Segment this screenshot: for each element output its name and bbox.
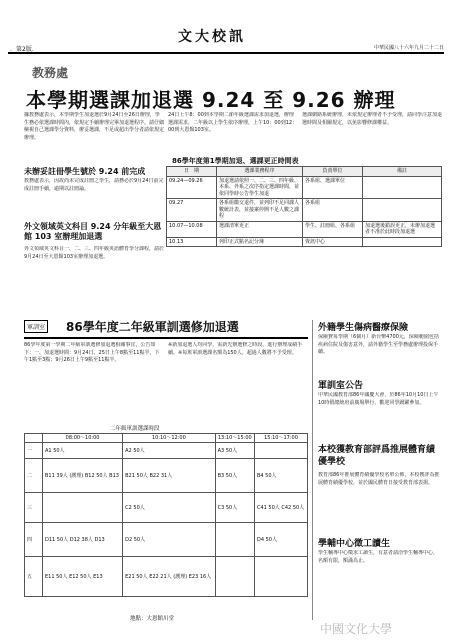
class-table-title: 二年級軍訓選課時段	[110, 426, 160, 432]
day-cell: 二	[25, 459, 43, 493]
military-notice-heading: 軍訓室公告	[318, 381, 364, 391]
section-label: 教務處	[32, 66, 69, 80]
table-cell: C41 50人 C42 50人	[254, 493, 307, 523]
table-cell: 各系組繳交退件，並列印不足同課人數統計表，並接案停開不足人數之課程	[217, 199, 303, 222]
military-text-1: 86學年度第一學期二年級軍訓選修加退選相關事宜，公告如下：一、加退選時間：9月24日、25日上午8點至11點半，下午1點至3點；9月26日上午9點至11點半。	[24, 342, 160, 363]
worker-text: 學生輔導中心徵求工讀生，有意者請洽學生輔導中心，名額有限，額滿為止。	[318, 550, 439, 564]
worker-heading: 學輔中心徵工讀生	[318, 539, 391, 549]
section-rule	[24, 337, 308, 339]
table-cell: 09.24—09.26	[167, 176, 217, 199]
table-cell: B11 39人 (護理) B12 50人 B13	[43, 459, 123, 493]
table-cell: C2 50人	[123, 493, 215, 523]
table-cell	[254, 557, 307, 597]
sub-text-2: 外文領域英文科目一、二、三、四年級英語體育學分課程，請於9月24日至大恩館103室辦理加退選。	[24, 246, 164, 260]
col-header: 15:10～17:00	[254, 434, 307, 443]
table-cell: E21 50人 E22 21人 (護理) E23 16人	[123, 557, 215, 597]
table-cell: 各系組、選課單位	[303, 176, 363, 199]
col-header	[25, 434, 43, 443]
table-cell: 資訊中心	[303, 237, 363, 247]
table-cell: E11 50人 E12 50人 E13	[43, 557, 123, 597]
table-cell: 加退選請依照一、二、三、四年級、本系、外系之次序指定選課時間，並依同學時公告學生加退	[217, 176, 303, 199]
table-cell: A1 50人	[43, 443, 123, 459]
table-row	[167, 237, 442, 247]
table-row	[167, 199, 442, 222]
day-cell: 五	[25, 557, 43, 597]
table-row	[25, 443, 308, 459]
day-cell: 四	[25, 523, 43, 557]
day-cell: 三	[25, 493, 43, 523]
table-cell: B21 50人 B22 31人	[123, 459, 215, 493]
class-table	[24, 433, 308, 597]
military-notice-text: 中華民國教育部86年國慶大會，於86年10月10日上午10時假總統府前廣場舉行，歡迎同學踴躍參加。	[318, 392, 439, 406]
table-cell: A2 50人	[123, 443, 215, 459]
class-header-row	[25, 434, 308, 443]
sub-heading-2: 外文領域英文科目 9.24 分年級至大恩館 103 室辦理加退選	[24, 222, 162, 241]
table-cell	[363, 237, 442, 247]
sub-heading-1: 未辦妥註冊學生號於 9.24 前完成	[24, 167, 146, 176]
military-text-2: ※新加退選人均同學，需新先辦選修之時段，進行辦理成績手續。※每班軍訓選課名額為150人，超過人數將不予受理。	[168, 342, 303, 356]
table-cell	[215, 523, 254, 557]
col-header: 13:10～15:00	[215, 434, 254, 443]
table-cell: B4 50人	[254, 459, 307, 493]
location-note: 地點：大恩館川堂	[130, 616, 175, 622]
table-cell: 加退選後錯誤更正，未辦加退選者不准於此時段加退選	[363, 221, 442, 237]
table-cell	[254, 443, 307, 459]
table-cell: D4 50人	[254, 523, 307, 557]
table-cell: C3 50人	[215, 493, 254, 523]
issue-date: 中華民國八十六年九月二十二日	[373, 45, 444, 51]
page-header	[8, 4, 444, 56]
col-header: 日 期	[167, 167, 217, 177]
schedule-title: 86學年度第1學期加退、選課更正時間表	[172, 157, 299, 165]
table-row	[25, 459, 308, 493]
column-divider	[312, 320, 313, 620]
table-cell: D11 50人 D12 38人 D13	[43, 523, 123, 557]
intro-text-col1: 據教務處表示，本學期學生加退選於9月24日至26日辦理，學生務必依選課時間內，依規定手續辦理完畢加退選程序。請仔細檢視自己選課學分資料，辦妥選課，不足或超出學分者請依規定辦理。	[24, 112, 164, 141]
insurance-heading: 外籍學生傷病醫療保險	[318, 323, 409, 333]
intro-text-col2: 24日上午8：00到本學期二節年級選課需求加退選，辦理選課需求，二年級以上學生依序辦理，上午10：00到12：00到大恩館103室。	[168, 112, 298, 133]
col-header: 備註	[363, 167, 442, 177]
schedule-table	[166, 166, 442, 247]
table-cell: B3 50人	[215, 459, 254, 493]
table-row	[167, 221, 442, 237]
header-rule	[8, 52, 444, 54]
page-number: ．第2版．	[10, 46, 38, 53]
table-row	[25, 493, 308, 523]
table-cell: 09.27	[167, 199, 217, 222]
col-header: 10:10～12:00	[123, 434, 215, 443]
table-cell: 學生、註冊組、各系組	[303, 221, 363, 237]
insurance-text: 保險費每學期（6個月）新台幣4700元，保險範圍包括疾病住院及傷害意外，請外籍學生至學務處辦理投保手續。	[318, 334, 439, 355]
military-badge: 軍訓室	[24, 320, 48, 333]
table-cell: D2 50人	[123, 523, 215, 557]
intro-text-col3: 選課網路系統辦理，未依規定辦理者不予受理，請同學注意加退選時間及相關規定，以免影響修課權益。	[302, 112, 442, 126]
col-header: 負責單位	[303, 167, 363, 177]
award-heading: 本校獲教育部評爲推展體育績優學校	[318, 445, 436, 467]
award-text: 教育部86年推展體育績優學校名單公佈，本校獲評為推展體育績優學校，並於國民體育日接受教育部表揚。	[318, 472, 440, 486]
day-cell: 一	[25, 443, 43, 459]
table-cell: 10.07—10.08	[167, 221, 217, 237]
table-row	[25, 523, 308, 557]
watermark: 中國文化大學	[320, 622, 393, 636]
table-cell: A3 50人	[215, 443, 254, 459]
table-cell: 選課清單更正	[217, 221, 303, 237]
table-cell	[363, 176, 442, 199]
table-cell	[363, 199, 442, 222]
table-cell: 列印正式點名記分簿	[217, 237, 303, 247]
table-cell: 各系組	[303, 199, 363, 222]
schedule-header-row	[167, 167, 442, 177]
table-cell	[215, 557, 254, 597]
masthead: 文大校訊	[178, 29, 246, 45]
col-header: 08:00～10:00	[43, 434, 123, 443]
table-row	[167, 176, 442, 199]
col-header: 選課業務程序	[217, 167, 303, 177]
sub-text-1: 教務處表示，因故尚未完成註冊之學生，請務必於9月24日前完成註冊手續，逾期以註冊論。	[24, 178, 164, 192]
table-cell	[43, 493, 123, 523]
headline: 本學期選課加退選 9.24 至 9.26 辦理	[26, 88, 396, 112]
table-row	[25, 557, 308, 597]
military-title: 86學年度二年級軍訓選修加退選	[66, 320, 239, 334]
table-cell: 10.13	[167, 237, 217, 247]
